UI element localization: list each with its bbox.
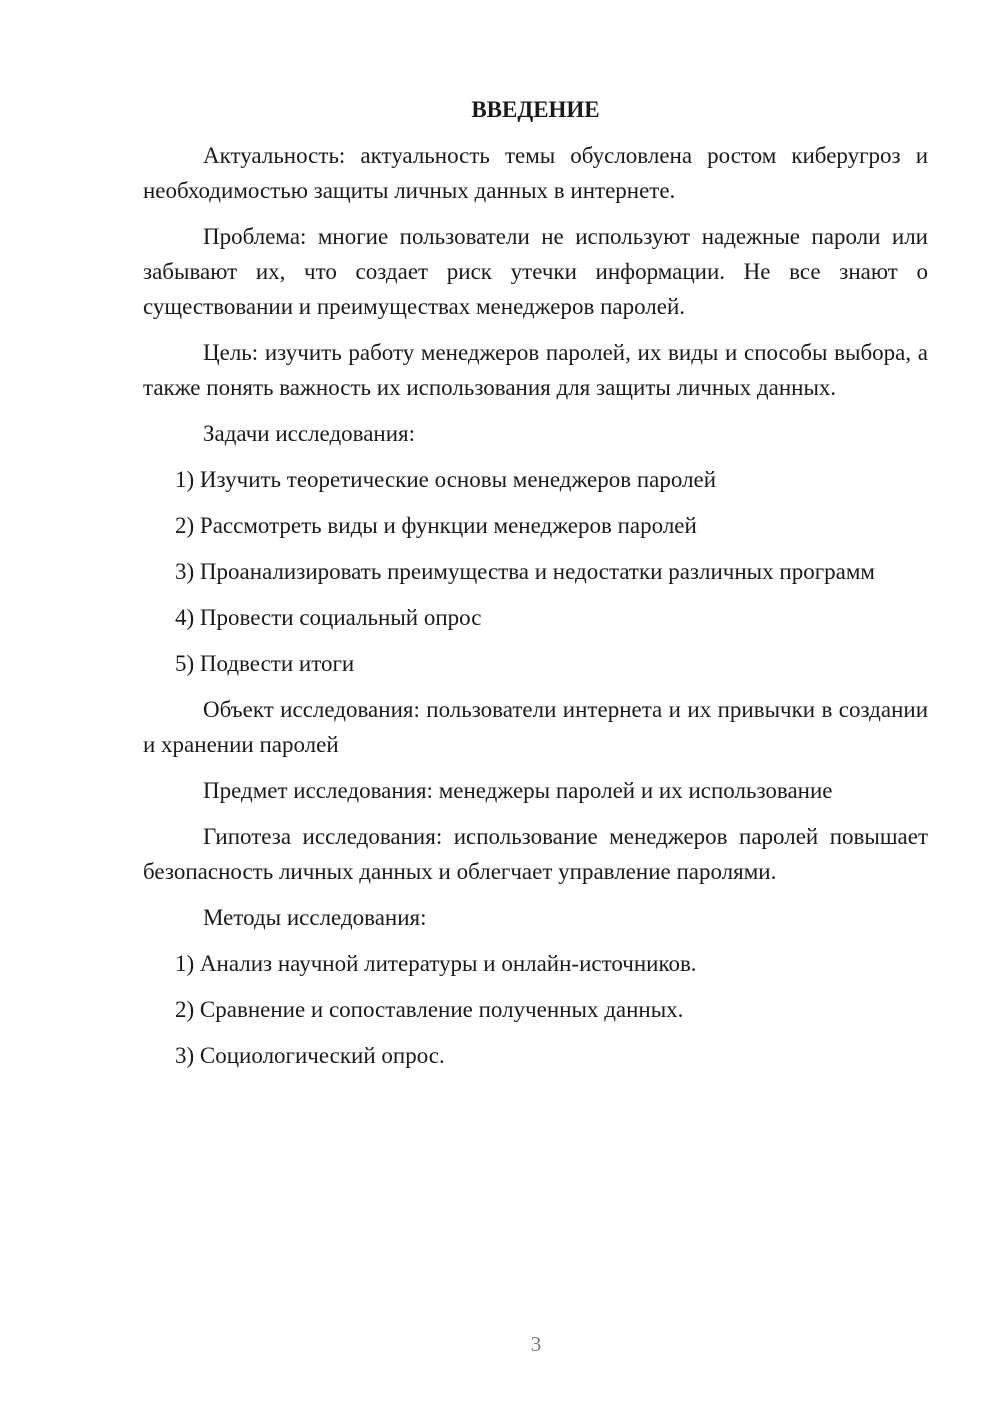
- task-item: 4) Провести социальный опрос: [175, 605, 482, 630]
- relevance-paragraph: Актуальность: актуальность темы обусловлена ростом киберугроз и необходимостью защиты личных данных в интернете.: [143, 143, 928, 203]
- section-title: ВВЕДЕНИЕ: [471, 97, 600, 122]
- page-content: [143, 92, 928, 1084]
- goal-paragraph: Цель: изучить работу менеджеров паролей, их виды и способы выбора, а также понять важность их использования для защиты личных данных.: [143, 340, 928, 400]
- methods-heading: Методы исследования:: [203, 905, 427, 930]
- method-item: 1) Анализ научной литературы и онлайн-источников.: [175, 951, 697, 976]
- problem-paragraph: Проблема: многие пользователи не используют надежные пароли или забывают их, что создает риск утечки информации. Не все знают о существовании и преимуществах менеджеров паролей.: [143, 224, 928, 319]
- page-number: 3: [530, 1332, 542, 1356]
- method-item: 2) Сравнение и сопоставление полученных данных.: [175, 997, 684, 1022]
- task-item: 2) Рассмотреть виды и функции менеджеров паролей: [175, 513, 697, 538]
- hypothesis-paragraph: Гипотеза исследования: использование менеджеров паролей повышает безопасность личных данных и облегчает управление паролями.: [143, 824, 928, 884]
- task-item: 3) Проанализировать преимущества и недостатки различных программ: [175, 559, 875, 584]
- object-paragraph: Объект исследования: пользователи интернета и их привычки в создании и хранении паролей: [143, 697, 928, 757]
- task-item: 5) Подвести итоги: [175, 651, 355, 676]
- task-item: 1) Изучить теоретические основы менеджеров паролей: [175, 467, 717, 492]
- method-item: 3) Социологический опрос.: [175, 1043, 445, 1068]
- tasks-heading: Задачи исследования:: [203, 421, 416, 446]
- subject-paragraph: Предмет исследования: менеджеры паролей и их использование: [203, 778, 833, 803]
